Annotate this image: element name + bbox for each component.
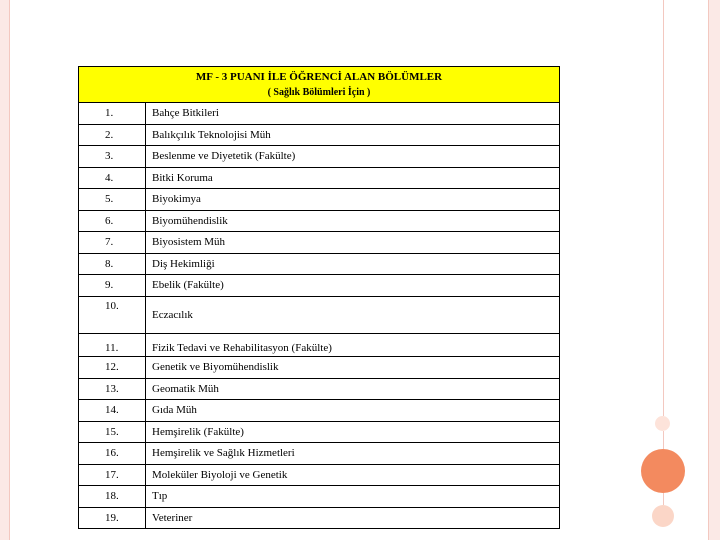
decorative-line-top <box>663 0 664 416</box>
row-number: 11. <box>79 333 146 357</box>
table-title: MF - 3 PUANI İLE ÖĞRENCİ ALAN BÖLÜMLER <box>195 70 443 83</box>
department-name: Biyokimya <box>146 189 560 211</box>
table-row <box>79 296 560 333</box>
table-header <box>79 67 560 103</box>
department-name: Diş Hekimliği <box>146 253 560 275</box>
row-number: 18. <box>79 486 146 508</box>
department-name: Eczacılık <box>146 296 560 333</box>
table-row <box>79 357 560 379</box>
row-number: 10. <box>79 296 146 333</box>
department-name: Bahçe Bitkileri <box>146 103 560 125</box>
table-row <box>79 333 560 357</box>
table-row <box>79 464 560 486</box>
row-number: 12. <box>79 357 146 379</box>
department-name: Tıp <box>146 486 560 508</box>
row-number: 3. <box>79 146 146 168</box>
department-name: Genetik ve Biyomühendislik <box>146 357 560 379</box>
department-name: Hemşirelik (Fakülte) <box>146 421 560 443</box>
department-name: Balıkçılık Teknolojisi Müh <box>146 124 560 146</box>
department-name: Veteriner <box>146 507 560 529</box>
department-name: Gıda Müh <box>146 400 560 422</box>
department-name: Ebelik (Fakülte) <box>146 275 560 297</box>
right-border-stripe <box>709 0 720 540</box>
row-number: 16. <box>79 443 146 465</box>
table-row <box>79 210 560 232</box>
department-name: Biyosistem Müh <box>146 232 560 254</box>
row-number: 7. <box>79 232 146 254</box>
table-row <box>79 167 560 189</box>
table-row <box>79 124 560 146</box>
row-number: 9. <box>79 275 146 297</box>
row-number: 17. <box>79 464 146 486</box>
row-number: 13. <box>79 378 146 400</box>
row-number: 6. <box>79 210 146 232</box>
table-row <box>79 103 560 125</box>
department-name: Hemşirelik ve Sağlık Hizmetleri <box>146 443 560 465</box>
row-number: 2. <box>79 124 146 146</box>
department-name: Fizik Tedavi ve Rehabilitasyon (Fakülte) <box>146 333 560 357</box>
row-number: 19. <box>79 507 146 529</box>
department-name: Geomatik Müh <box>146 378 560 400</box>
department-name: Beslenme ve Diyetetik (Fakülte) <box>146 146 560 168</box>
decorative-circle-medium <box>652 505 674 527</box>
table-row <box>79 400 560 422</box>
row-number: 14. <box>79 400 146 422</box>
left-border-stripe <box>0 0 9 540</box>
department-name: Biyomühendislik <box>146 210 560 232</box>
table-row <box>79 507 560 529</box>
decorative-circle-large <box>641 449 685 493</box>
decorative-line-mid <box>663 431 664 449</box>
row-number: 15. <box>79 421 146 443</box>
row-number: 5. <box>79 189 146 211</box>
table-row <box>79 421 560 443</box>
table-row <box>79 146 560 168</box>
department-name: Moleküler Biyoloji ve Genetik <box>146 464 560 486</box>
department-name: Bitki Koruma <box>146 167 560 189</box>
department-table <box>78 66 560 529</box>
table-row <box>79 443 560 465</box>
table-row <box>79 253 560 275</box>
table-body <box>79 103 560 529</box>
decorative-circle-small <box>655 416 670 431</box>
table-row <box>79 378 560 400</box>
row-number: 4. <box>79 167 146 189</box>
table-row <box>79 189 560 211</box>
table-row <box>79 275 560 297</box>
table-row <box>79 232 560 254</box>
table-header-row <box>79 67 560 103</box>
row-number: 1. <box>79 103 146 125</box>
table-row <box>79 486 560 508</box>
decorative-line-low <box>663 493 664 505</box>
row-number: 8. <box>79 253 146 275</box>
table-subtitle: ( Sağlık Bölümleri İçin ) <box>267 86 371 98</box>
